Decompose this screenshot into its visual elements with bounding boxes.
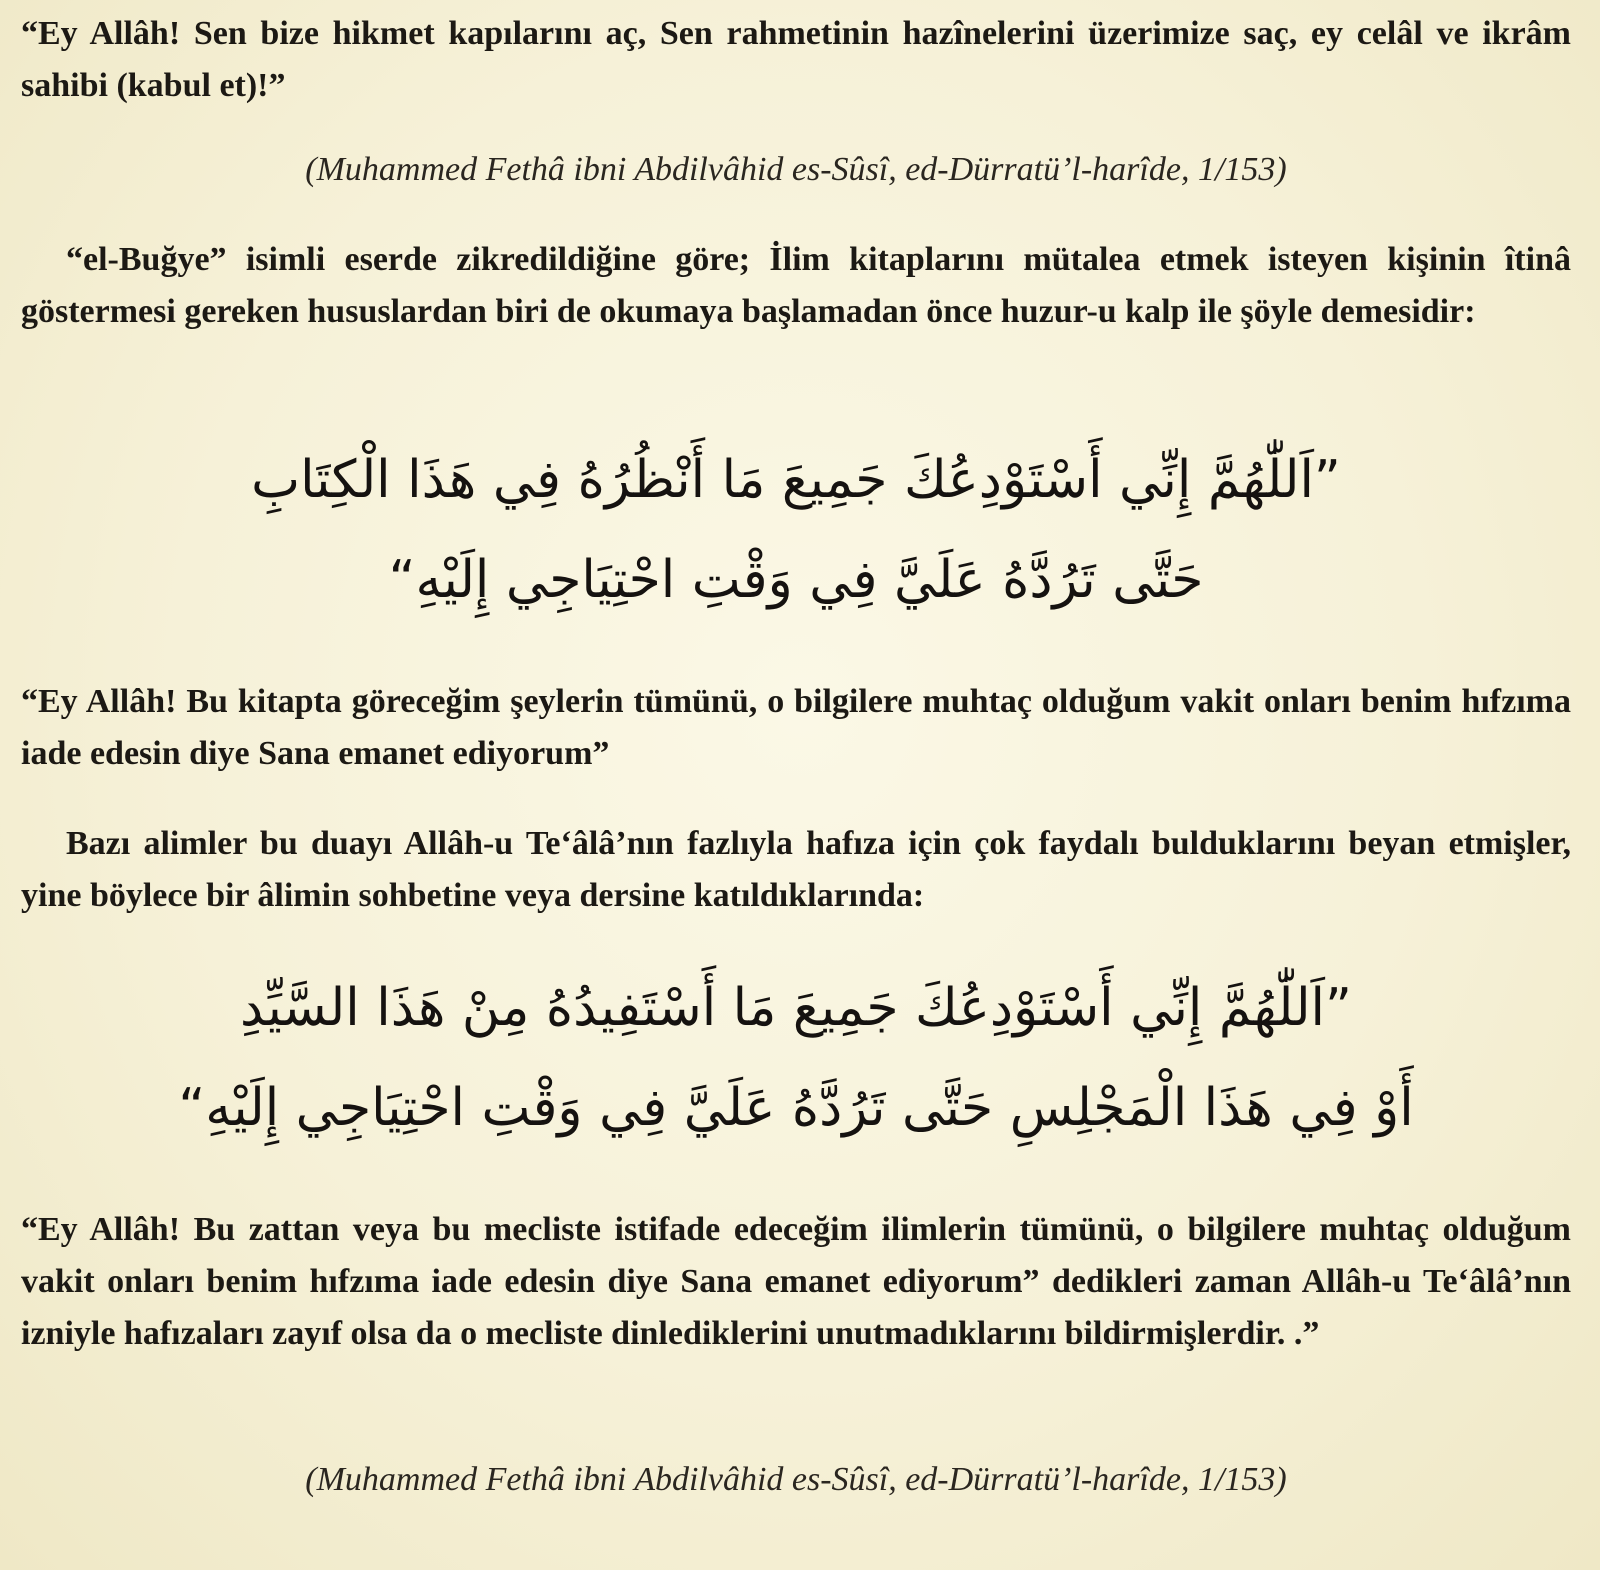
paragraph-el-bugye: “el-Buğye” isimli eserde zikredildiğine göre; İlim kitaplarını mütalea etmek isteyen kişinin îtinâ göstermesi gereken hususlardan biri de okumaya başlamadan önce huzur-u kalp ile şöyle demesidir:	[21, 241, 1571, 330]
paragraph-scholars: Bazı alimler bu duayı Allâh-u Te‘âlâ’nın fazlıyla hafıza için çok faydalı bulduklarını beyan etmişler, yine böylece bir âlimin sohbetine veya dersine katıldıklarında:	[21, 825, 1571, 914]
arabic-dua-book-line-1: ”اَللّٰهُمَّ إِنِّي أَسْتَوْدِعُكَ جَمِيعَ مَا أَنْظُرُهُ فِي هَذَا الْكِتَابِ	[251, 450, 1341, 510]
arabic-dua-book	[21, 430, 1571, 630]
arabic-dua-gathering-line-1: ”اَللّٰهُمَّ إِنِّي أَسْتَوْدِعُكَ جَمِيعَ مَا أَسْتَفِيدُهُ مِنْ هَذَا السَّيِّدِ	[240, 978, 1352, 1038]
dua-book-translation: “Ey Allâh! Bu kitapta göreceğim şeylerin tümünü, o bilgilere muhtaç olduğum vakit onları benim hıfzıma iade edesin diye Sana emanet ediyorum”	[21, 683, 1571, 772]
arabic-dua-gathering-line-2: أَوْ فِي هَذَا الْمَجْلِسِ حَتَّى تَرُدَّهُ عَلَيَّ فِي وَقْتِ احْتِيَاجِي إِلَيْهِ“	[178, 1078, 1414, 1138]
citation-second: (Muhammed Fethâ ibni Abdilvâhid es-Sûsî, ed-Dürratü’l-harîde, 1/153)	[305, 1461, 1287, 1498]
dua-gathering-translation: “Ey Allâh! Bu zattan veya bu mecliste istifade edeceğim ilimlerin tümünü, o bilgilere muhtaç olduğum vakit onları benim hıfzıma iade edesin diye Sana emanet ediyorum” dedikleri zaman Allâh-u Te‘âlâ’nın izniyle hafızaları zayıf olsa da o mecliste dinlediklerini unutmadıklarını bildirmişlerdir. .”	[21, 1211, 1571, 1352]
citation-first: (Muhammed Fethâ ibni Abdilvâhid es-Sûsî, ed-Dürratü’l-harîde, 1/153)	[305, 151, 1287, 188]
arabic-dua-book-line-2: حَتَّى تَرُدَّهُ عَلَيَّ فِي وَقْتِ احْتِيَاجِي إِلَيْهِ“	[388, 550, 1204, 610]
document-page	[21, 0, 1571, 1570]
arabic-dua-gathering	[21, 958, 1571, 1158]
opening-prayer-translation: “Ey Allâh! Sen bize hikmet kapılarını aç, Sen rahmetinin hazînelerini üzerimize saç, ey celâl ve ikrâm sahibi (kabul et)!”	[21, 15, 1571, 104]
